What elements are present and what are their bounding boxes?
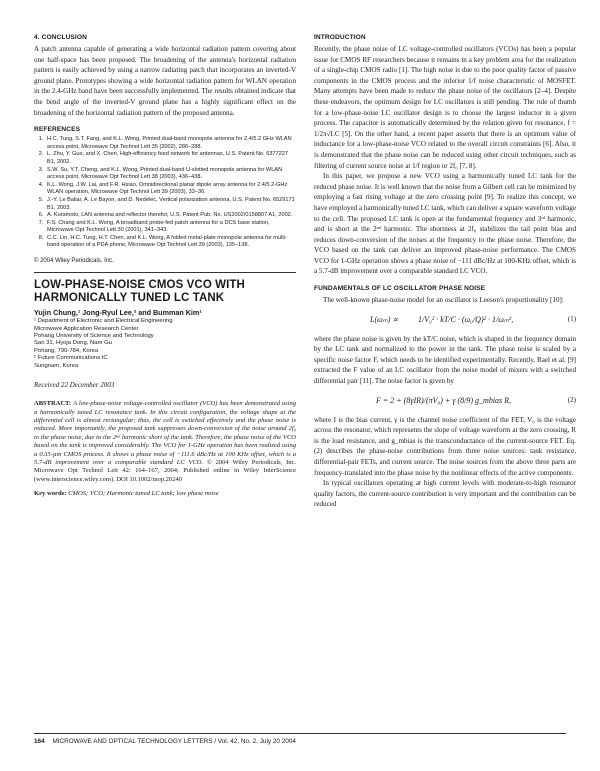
affiliation-line: San 31, Hyoja Dong, Nam Gu — [34, 340, 112, 347]
abstract-label: ABSTRACT: — [34, 400, 72, 408]
abstract-text: A low-phase-noise voltage-controlled oscillator (VCO) has been demonstrated using a harmonically tuned LC resonance tank. In this circuit configuration, the voltage shape at the differential cell is almost rectangular; thus, the cell is switched effectively and the phase noise is reduced. More importantly, the proposed tank suppresses down-conversion of the noise around 2f₀ to the phase noise, due to the 2ⁿᵈ harmonic short of the tank. Therefore, the phase noise of the VCO based on the tank is improved considerably. The VCO for 1-GHz operation has been realized using a 0.35-µm CMOS process. It shows a phase noise of −111.6 dBc/Hz at 100 KHz offset, which is a 5.7-dB improvement over a comparable standard LC VCO. — [34, 400, 297, 466]
article-authors: Yujin Chung,¹ Jong-Ryul Lee,² and Bumman Kim¹ — [34, 308, 202, 318]
fundamentals-paragraph-1: The well-known phase-noise model for an oscillator is Leeson's proportionality [10]: — [323, 296, 564, 305]
affiliation-line: ¹ Department of Electronic and Electrical Engineering — [34, 318, 173, 325]
reference-item: 6. A. Kuramoto, LAN antenna and reflector therefor, U.S. Patent Pub. No. US2002/0158807 A1, 2002. — [45, 212, 296, 220]
equation-2-text: F = 2 + (8γIR)/(πV₀) + γ (8/9) g_mbias R, — [376, 395, 512, 405]
equation-1-rhs: 1/V₀² · kT/C · (ω₀/Q)² · 1/ωₘ², — [418, 314, 514, 324]
reference-item: 8. C.C. Lin, H.C. Tung, H.T. Chen, and K.L. Wong, A folded metal-plate monopole antenna for multi-band operation of a PDA phone, Microwave Opt Technol Lett 39 (2003), 135–138. — [45, 235, 296, 250]
references-heading: REFERENCES — [34, 126, 81, 134]
fundamentals-paragraph-3: where I is the bias current, γ is the channel noise coefficient of the FET, V₀ is the voltage across the resonator, which represents the slope of voltage waveform at the zero crossing, R is the load resistance, and g_mbias is the transconductance of the current-source FET. Eq. (2) describes the phase-noise contributions from three noise sources: tank resistance, differential-pair FETs, and current source. The noise sources from the above three parts are frequency-translated into the phase noise by the nonlinear effects of the active components. — [314, 415, 576, 477]
article-title-line2: HARMONICALLY TUNED LC TANK — [34, 291, 225, 304]
reference-item: 3. S.W. Su, Y.T. Cheng, and K.L. Wong, Printed dual-band U-slotted monopole antenna for WLAN access point, Microwave Opt Technol Lett 38 (2003), 436–438. — [45, 167, 296, 182]
reference-item: 1. H.C. Tung, S.T. Fang, and K.L. Wong, Printed dual-band monopole antenna for 2.4/5.2 GHz WLAN access point, Microwave Opt Technol Lett 35 (2002), 286–288. — [45, 136, 296, 151]
left-column — [34, 34, 296, 497]
reference-item: 7. F.S. Chang and K.L. Wong, A broadband probe-fed patch antenna for a DCS base station, Microwave Opt Technol Lett 30 (2001), 341–343. — [45, 220, 296, 235]
right-column — [314, 34, 576, 510]
fundamentals-paragraph-2: where the phase noise is given by the kT/C noise, which is shaped in the frequency domain by the LC tank and normalized to the power in the tank. The phase noise is scaled by a specific noise factor F, which needs to be identified experimentally. Recently, Rael et al. [9] extracted the F value of an LC oscillator from the noise model of mixers with a switched differential pair [11]. The noise factor is given by — [314, 334, 576, 386]
reference-item: 5. J.-Y. Le Baliar, A. Le Bayon, and D. Nedelec, Vertical polarization antenna, U.S. Patent No. 6529171 B1, 2003. — [45, 197, 296, 212]
equation-1 — [314, 306, 576, 334]
affiliation-line: ² Future Communications IC — [34, 355, 108, 362]
equation-1-lhs: L(ωₘ) ∝ — [370, 314, 399, 324]
introduction-paragraph-2: In this paper, we propose a new VCO using a harmonically tuned LC tank for the reduced phase noise. It is well known that the noise from a Gilbert cell can be minimized by employing a fast rising voltage at the zero crossing point [9]. To realize this concept, we have employed a harmonically tuned LC tank, which can deliver a square waveform voltage to the cell. The proposed LC tank is open at the fundamental frequency and 3ʳᵈ harmonic, and is short at the 2ⁿᵈ harmonic. The shortness at 2f₀ stabilizes the tail point bias and reduces down-conversion of the noises at the frequency to the phase noise. Therefore, the VCO based on the tank can deliver an improved phase-noise performance. The CMOS VCO for 1-GHz operation shows a phase noise of −111 dBc/Hz at 100-KHz offset, which is a 5.7-dB improvement over a comparable standard LC VCO. — [314, 172, 576, 276]
conclusion-text: A patch antenna capable of generating a wide horizontal radiation pattern covering about one half-space has been proposed. The broadening of the antenna's horizontal radiation pattern is easily achieved by using a narrow radiating patch that incorporates an inverted-V ground plane. Prototypes showing a wide horizontal radiation pattern for WLAN operation in the 2.4-GHz band have been successfully implemented. The results obtained indicate that the bend angle of the inverted-V ground plane has a highly significant effect on the broadening of the horizontal radiation pattern of the proposed antenna. — [34, 45, 296, 117]
reference-item: 4. K.L. Wong, J.W. Lai, and F.R. Hsiao, Omnidirectional planar dipole array antenna for 2.4/5.2-GHz WLAN operation, Microwave Opt Technol Lett 39 (2003), 33–36. — [45, 182, 296, 197]
affiliation-line: Microwave Application Research Center — [34, 325, 139, 332]
fundamentals-heading: FUNDAMENTALS OF LC OSCILLATOR PHASE NOISE — [314, 285, 486, 293]
affiliations — [34, 318, 296, 370]
affiliation-line: Pohang, 790-784, Korea — [34, 347, 99, 354]
equation-1-number: (1) — [567, 314, 576, 323]
keywords-label: Key words: — [34, 490, 67, 498]
article-title-line1: LOW-PHASE-NOISE CMOS VCO WITH — [34, 279, 245, 292]
copyright-notice: © 2004 Wiley Periodicals, Inc. — [34, 258, 114, 265]
page-number: 164 — [34, 738, 45, 745]
received-date: Received 22 December 2003 — [34, 381, 115, 390]
page-footer — [34, 733, 566, 745]
introduction-heading: INTRODUCTION — [314, 34, 366, 41]
conclusion-heading: 4. CONCLUSION — [34, 34, 87, 41]
keywords-text: CMOS; VCO; Harmonic tuned LC tank; low phase noise — [68, 490, 219, 498]
equation-2-number: (2) — [567, 395, 576, 404]
abstract — [34, 400, 296, 484]
abstract-tail: © 2004 Wiley Periodicals, Inc. Microwave Opt Technol Lett 42: 164–167, 2004; Published online in Wiley InterScience (www.interscience.wiley.com). DOI 10.1002/mop.20240 — [34, 458, 296, 483]
affiliation-line: Sungnam, Korea — [34, 362, 79, 369]
affiliation-line: Pohang University of Science and Technology — [34, 333, 154, 340]
keywords — [34, 490, 296, 497]
references-list — [34, 136, 296, 250]
equation-2 — [314, 387, 576, 415]
fundamentals-paragraph-4: In typical oscillators operating at high current levels with moderate-to-high resonator quality factors, the current-source contribution is very important and the contribution can be reduced — [314, 479, 576, 509]
journal-info: MICROWAVE AND OPTICAL TECHNOLOGY LETTERS / Vol. 42, No. 2, July 20 2004 — [52, 738, 296, 745]
reference-item: 2. L. Zhu, Y. Guo, and X. Chen, High-efficiency feed network for antennas, U.S. Patent No. 6377227 B1, 2002. — [45, 151, 296, 166]
introduction-paragraph-1: Recently, the phase noise of LC voltage-controlled oscillators (VCOs) has been a popular issue for CMOS RF researchers because it remains in a key problem area for the realization of a single-chip CMOS radio [1]. The high noise is due to the poor quality factor of passive components in the CMOS process and the inferior 1/f noise characteristic of MOSFET. Many attempts have been made to reduce the phase noise of the oscillators [2–4]. Despite these endeavors, the optimum design for LC oscillators is still pending. The rule of thumb for a low-phase-noise LC oscillator design is to choose the largest inductor in a given process. The capacitor is automatically determined by the relation given for resonance, f = 1/2π√LC [5]. On the other hand, a recent paper asserts that there is an optimum value of inductance for a low-phase-noise VCO related to the overall circuit constraints [6]. Also, it is demonstrated that the phase noise can be reduced using other circuit techniques, such as filtering of current source noise at 1/f region or 2f₀ [7, 8]. — [314, 45, 576, 170]
